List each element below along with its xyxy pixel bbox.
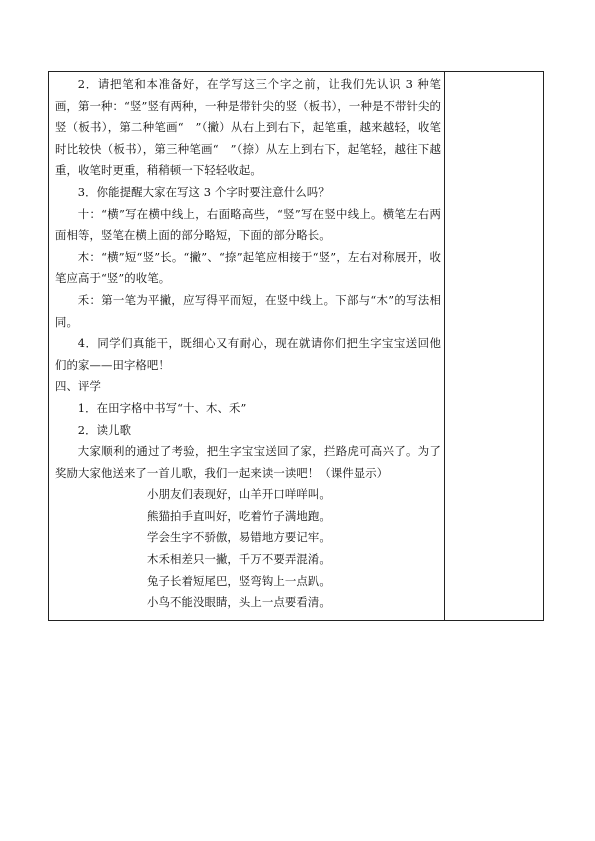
evaluation-item-1: 1．在田字格中书写“十、木、禾” bbox=[77, 400, 247, 415]
poem-line: 小朋友们表现好，山羊开口咩咩叫。 bbox=[147, 487, 331, 502]
poem-line: 小鸟不能没眼睛，头上一点要看清。 bbox=[147, 595, 331, 610]
evaluation-item-2: 2．读儿歌 bbox=[77, 422, 132, 437]
poem-intro: 大家顺利的通过了考验，把生字宝宝送回了家，拦路虎可高兴了。为了奖励大家他送来了一首儿歌，我们一起来读一读吧！（课件显示） bbox=[55, 444, 441, 480]
poem-line: 兔子长着短尾巴，竖弯钩上一点趴。 bbox=[147, 573, 331, 588]
he-character-note: 禾：第一笔为平撇，应写得平而短，在竖中线上。下部与“木”的写法相同。 bbox=[55, 292, 441, 329]
notes-column-cell bbox=[445, 72, 543, 620]
shi-character-note: 十：“横”写在横中线上，右面略高些，“竖”写在竖中线上。横笔左右两面相等，竖笔在横上面的部分略短，下面的部分略长。 bbox=[55, 206, 441, 243]
poem-line: 学会生字不骄傲，易错地方要记牢。 bbox=[147, 530, 331, 545]
poem-line: 木禾相差只一撇，千万不要弄混淆。 bbox=[147, 552, 331, 567]
step-2-paragraph: 2．请把笔和本准备好，在学写这三个字之前，让我们先认识 3 种笔画，第一种：“竖”竖有两种，一种是带针尖的竖（板书），一种是不带针尖的竖（板书），第二种笔画“ ”（撇）从右上到右下，起笔重，越来越轻，收笔时比较快（板书），第三种笔画“ ”（捺）从左上到右下，起笔轻，越往下越重，收笔时更重，稍稍顿一下轻轻收起。 bbox=[55, 77, 441, 178]
poem-line: 熊猫拍手直叫好，吃着竹子满地跑。 bbox=[147, 508, 331, 523]
step-3-paragraph: 3．你能提醒大家在写这 3 个字时要注意什么吗？ bbox=[77, 184, 330, 199]
mu-character-note: 木：“横”短“竖”长。“撇”、“捺”起笔应相接于“竖”，左右对称展开，收笔应高于“竖”的收笔。 bbox=[55, 249, 441, 286]
section-heading: 四、评学 bbox=[55, 379, 101, 394]
lesson-content-cell bbox=[55, 74, 441, 614]
lesson-table bbox=[48, 71, 544, 621]
step-4-paragraph: 4．同学们真能干，既细心又有耐心，现在就请你们把生字宝宝送回他们的家——田字格吧！ bbox=[55, 336, 441, 372]
